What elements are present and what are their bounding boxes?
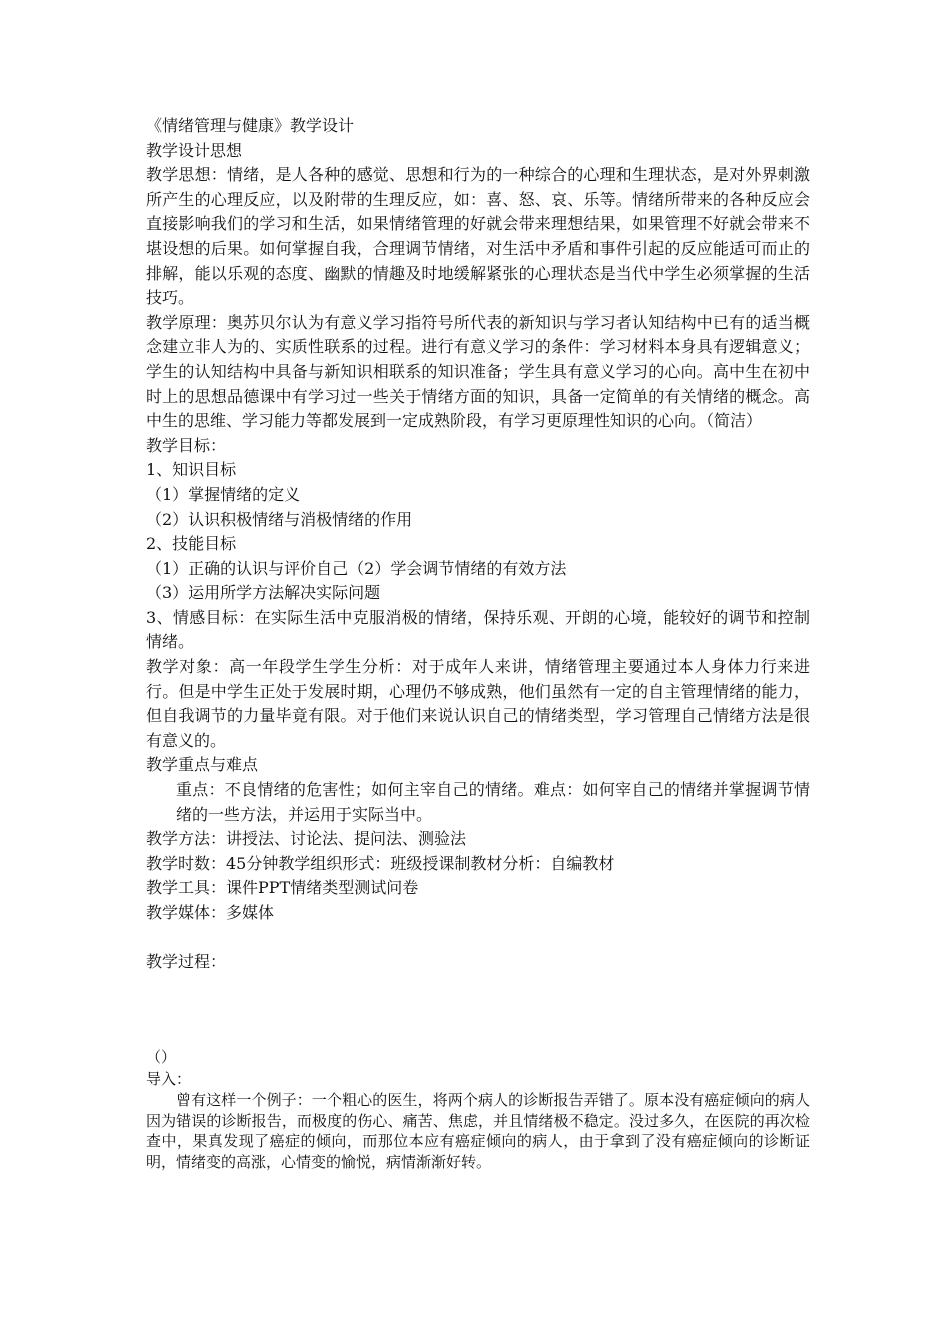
goal2-item2: （3）运用所学方法解决实际问题 [146,583,381,603]
process-heading: 教学过程： [146,951,227,971]
goal2-heading: 2、技能目标 [146,534,237,554]
paragraph-key-points: 重点：不良情绪的危害性；如何主宰自己的情绪。难点：如何宰自己的情绪并掌握调节情绪的一些方法，并运用于实际当中。 [176,780,810,824]
document-body [146,114,810,1172]
methods-line: 教学方法：讲授法、讨论法、提问法、测验法 [146,829,467,849]
goal1-item1: （1）掌握情绪的定义 [146,484,301,504]
spacer [146,974,810,1046]
spacer [146,926,810,950]
goal3-paragraph: 3、情感目标：在实际生活中克服消极的情绪，保持乐观、开朗的心境，能较好的调节和控制情绪。 [146,607,810,652]
goal1-item2: （2）认识积极情绪与消极情绪的作用 [146,509,413,529]
paren-line: （） [146,1048,177,1067]
goals-heading: 教学目标： [146,435,227,455]
key-points-heading: 教学重点与难点 [146,755,259,775]
time-line: 教学时数：45分钟教学组织形式：班级授课制教材分析：自编教材 [146,853,615,873]
paragraph-teaching-thought: 教学思想：情绪，是人各种的感觉、思想和行为的一种综合的心理和生理状态，是对外界刺激所产生的心理反应，以及附带的生理反应，如：喜、怒、哀、乐等。情绪所带来的各种反应会直接影响我们的学习和生活，如果情绪管理的好就会带来理想结果，如果管理不好就会带来不堪设想的后果。如何掌握自我，合理调节情绪，对生活中矛盾和事件引起的反应能适可而止的排解，能以乐观的态度、幽默的情趣及时地缓解紧张的心理状态是当代中学生必须掌握的生活技巧。 [146,165,810,308]
paragraph-intro: 曾有这样一个例子：一个粗心的医生，将两个病人的诊断报告弄错了。原本没有癌症倾向的病人因为错误的诊断报告，而极度的伤心、痛苦、焦虑，并且情绪极不稳定。没过多久，在医院的再次检查中，果真发现了癌症的倾向，而那位本应有癌症倾向的病人，由于拿到了没有癌症倾向的诊断证明，情绪变的高涨，心情变的愉悦，病情渐渐好转。 [146,1091,810,1171]
intro-heading: 导入： [146,1070,192,1089]
document-title: 《情绪管理与健康》教学设计 [146,116,355,135]
media-line: 教学媒体：多媒体 [146,903,275,922]
section-heading-design-idea: 教学设计思想 [146,140,243,160]
paragraph-audience: 教学对象：高一年段学生学生分析：对于成年人来讲，情绪管理主要通过本人身体力行来进行。但是中学生正处于发展时期，心理仍不够成熟，他们虽然有一定的自主管理情绪的能力，但自我调节的力量毕竟有限。对于他们来说认识自己的情绪类型，学习管理自己情绪方法是很有意义的。 [146,657,810,750]
goal2-item1: （1）正确的认识与评价自己（2）学会调节情绪的有效方法 [146,558,567,578]
tools-line: 教学工具：课件PPT情绪类型测试问卷 [146,878,419,898]
paragraph-teaching-principle: 教学原理：奥苏贝尔认为有意义学习指符号所代表的新知识与学习者认知结构中已有的适当概念建立非人为的、实质性联系的过程。进行有意义学习的条件：学习材料本身具有逻辑意义；学生的认知结构中具备与新知识相联系的知识准备；学生具有意义学习的心向。高中生在初中时上的思想品德课中有学习过一些关于情绪方面的知识，具备一定简单的有关情绪的概念。高中生的思维、学习能力等都发展到一定成熟阶段，有学习更原理性知识的心向。（简洁） [146,312,810,431]
key-points-block [146,778,810,827]
goal1-heading: 1、知识目标 [146,460,237,480]
